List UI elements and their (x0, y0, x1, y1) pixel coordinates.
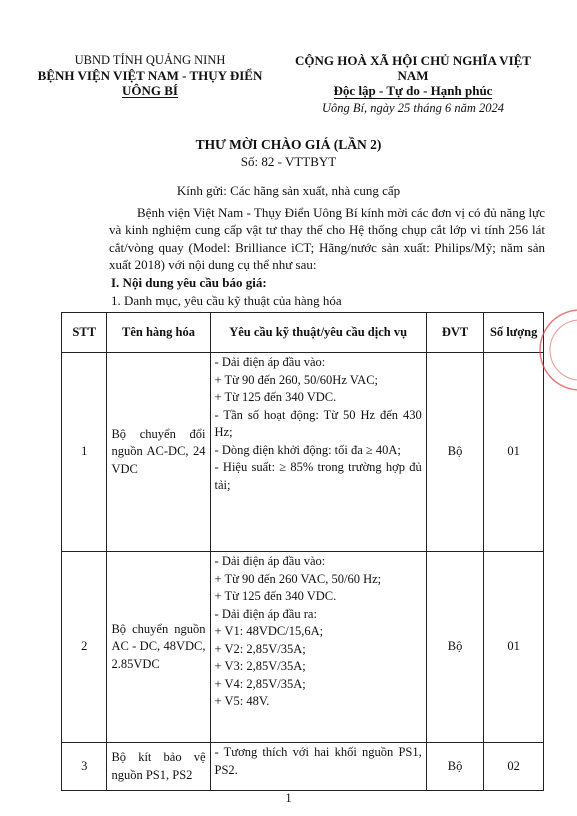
col-header-spec: Yêu cầu kỹ thuật/yêu cầu dịch vụ (210, 313, 426, 353)
cell-name: Bộ chuyển nguồn AC - DC, 48VDC, 2.85VDC (107, 552, 210, 743)
org-province: UBND TỈNH QUẢNG NINH (74, 53, 226, 67)
cell-unit: Bộ (426, 743, 484, 791)
cell-qty: 01 (484, 552, 544, 743)
spec-line: + Từ 90 đến 260, 50/60Hz VAC; (214, 372, 379, 387)
spec-line: - Tần số hoạt động: Từ 50 Hz đến 430 Hz; (214, 407, 422, 439)
cell-stt: 2 (62, 552, 107, 743)
spec-line: + V5: 48V. (214, 694, 270, 708)
col-header-unit: ĐVT (426, 313, 484, 353)
spec-line: - Hiệu suất: ≥ 85% trong trường hợp đủ tải; (214, 460, 422, 492)
spec-line: - Dòng điện khởi động: tối đa ≥ 40A; (214, 442, 401, 457)
issuing-organization (30, 53, 270, 98)
spec-line: - Dải điện áp đầu vào: (214, 355, 326, 369)
spec-line: - Tương thích với hai khối nguồn PS1, PS2. (214, 745, 422, 777)
national-name: CỘNG HOÀ XÃ HỘI CHỦ NGHĨA VIỆT NAM (295, 53, 531, 83)
national-header (282, 53, 544, 99)
cell-qty: 01 (484, 353, 544, 552)
col-header-qty: Số lượng (484, 313, 544, 353)
recipient-line: Kính gửi: Các hãng sản xuất, nhà cung cấp (176, 183, 401, 198)
document-date: Uông Bí, ngày 25 tháng 6 năm 2024 (322, 101, 504, 115)
cell-stt: 3 (62, 743, 107, 791)
spec-line: - Dải điện áp đầu vào: (214, 554, 326, 568)
org-hospital: BỆNH VIỆN VIỆT NAM - THỤY ĐIỂN (37, 68, 263, 83)
cell-spec (210, 743, 426, 791)
table-row (62, 552, 544, 743)
cell-qty: 02 (484, 743, 544, 791)
spec-line: + V1: 48VDC/15,6A; (214, 624, 324, 638)
goods-table (61, 312, 544, 791)
org-hospital-city: UÔNG BÍ (122, 83, 178, 98)
cell-name: Bộ chuyển đổi nguồn AC-DC, 24 VDC (107, 353, 210, 552)
table-header-row (62, 313, 544, 353)
page-number: 1 (285, 791, 292, 805)
document-number: Số: 82 - VTTBYT (240, 154, 337, 169)
red-seal-stamp (535, 305, 577, 395)
spec-line: + V4: 2,85V/35A; (214, 676, 306, 691)
seal-inner-ring (550, 320, 577, 380)
spec-line: + V3: 2,85V/35A; (214, 659, 306, 673)
cell-unit: Bộ (426, 552, 484, 743)
intro-paragraph: Bệnh viện Việt Nam - Thụy Điển Uông Bí kính mời các đơn vị có đủ năng lực và kinh nghiệm cung cấp vật tư thay thế cho Hệ thống chụp cắt lớp vi tính 256 lát cắt/vòng quay (Model: Brilliance iCT; Hãng/nước sản xuất: Philips/Mỹ; năm sản xuất 2018) với nội dung cụ thể như sau: (109, 205, 545, 273)
table-row (62, 743, 544, 791)
subsection-heading: 1. Danh mục, yêu cầu kỹ thuật của hàng hóa (111, 293, 342, 308)
spec-line: + Từ 90 đến 260 VAC, 50/60 Hz; (214, 571, 382, 586)
col-header-name: Tên hàng hóa (107, 313, 210, 353)
national-motto: Độc lập - Tự do - Hạnh phúc (333, 83, 493, 98)
spec-line: + Từ 125 đến 340 VDC. (214, 589, 337, 603)
col-header-stt: STT (62, 313, 107, 353)
table-row (62, 353, 544, 552)
spec-line: + Từ 125 đến 340 VDC. (214, 390, 337, 404)
cell-stt: 1 (62, 353, 107, 552)
seal-outer-ring (540, 310, 577, 390)
spec-line: - Dải điện áp đầu ra: (214, 606, 317, 621)
cell-spec (210, 353, 426, 552)
spec-line: + V2: 2,85V/35A; (214, 641, 306, 656)
cell-name: Bộ kít bảo vệ nguồn PS1, PS2 (107, 743, 210, 791)
document-title: THƯ MỜI CHÀO GIÁ (LẦN 2) (195, 137, 382, 152)
cell-spec (210, 552, 426, 743)
section-heading: I. Nội dung yêu cầu báo giá: (111, 275, 267, 290)
cell-unit: Bộ (426, 353, 484, 552)
